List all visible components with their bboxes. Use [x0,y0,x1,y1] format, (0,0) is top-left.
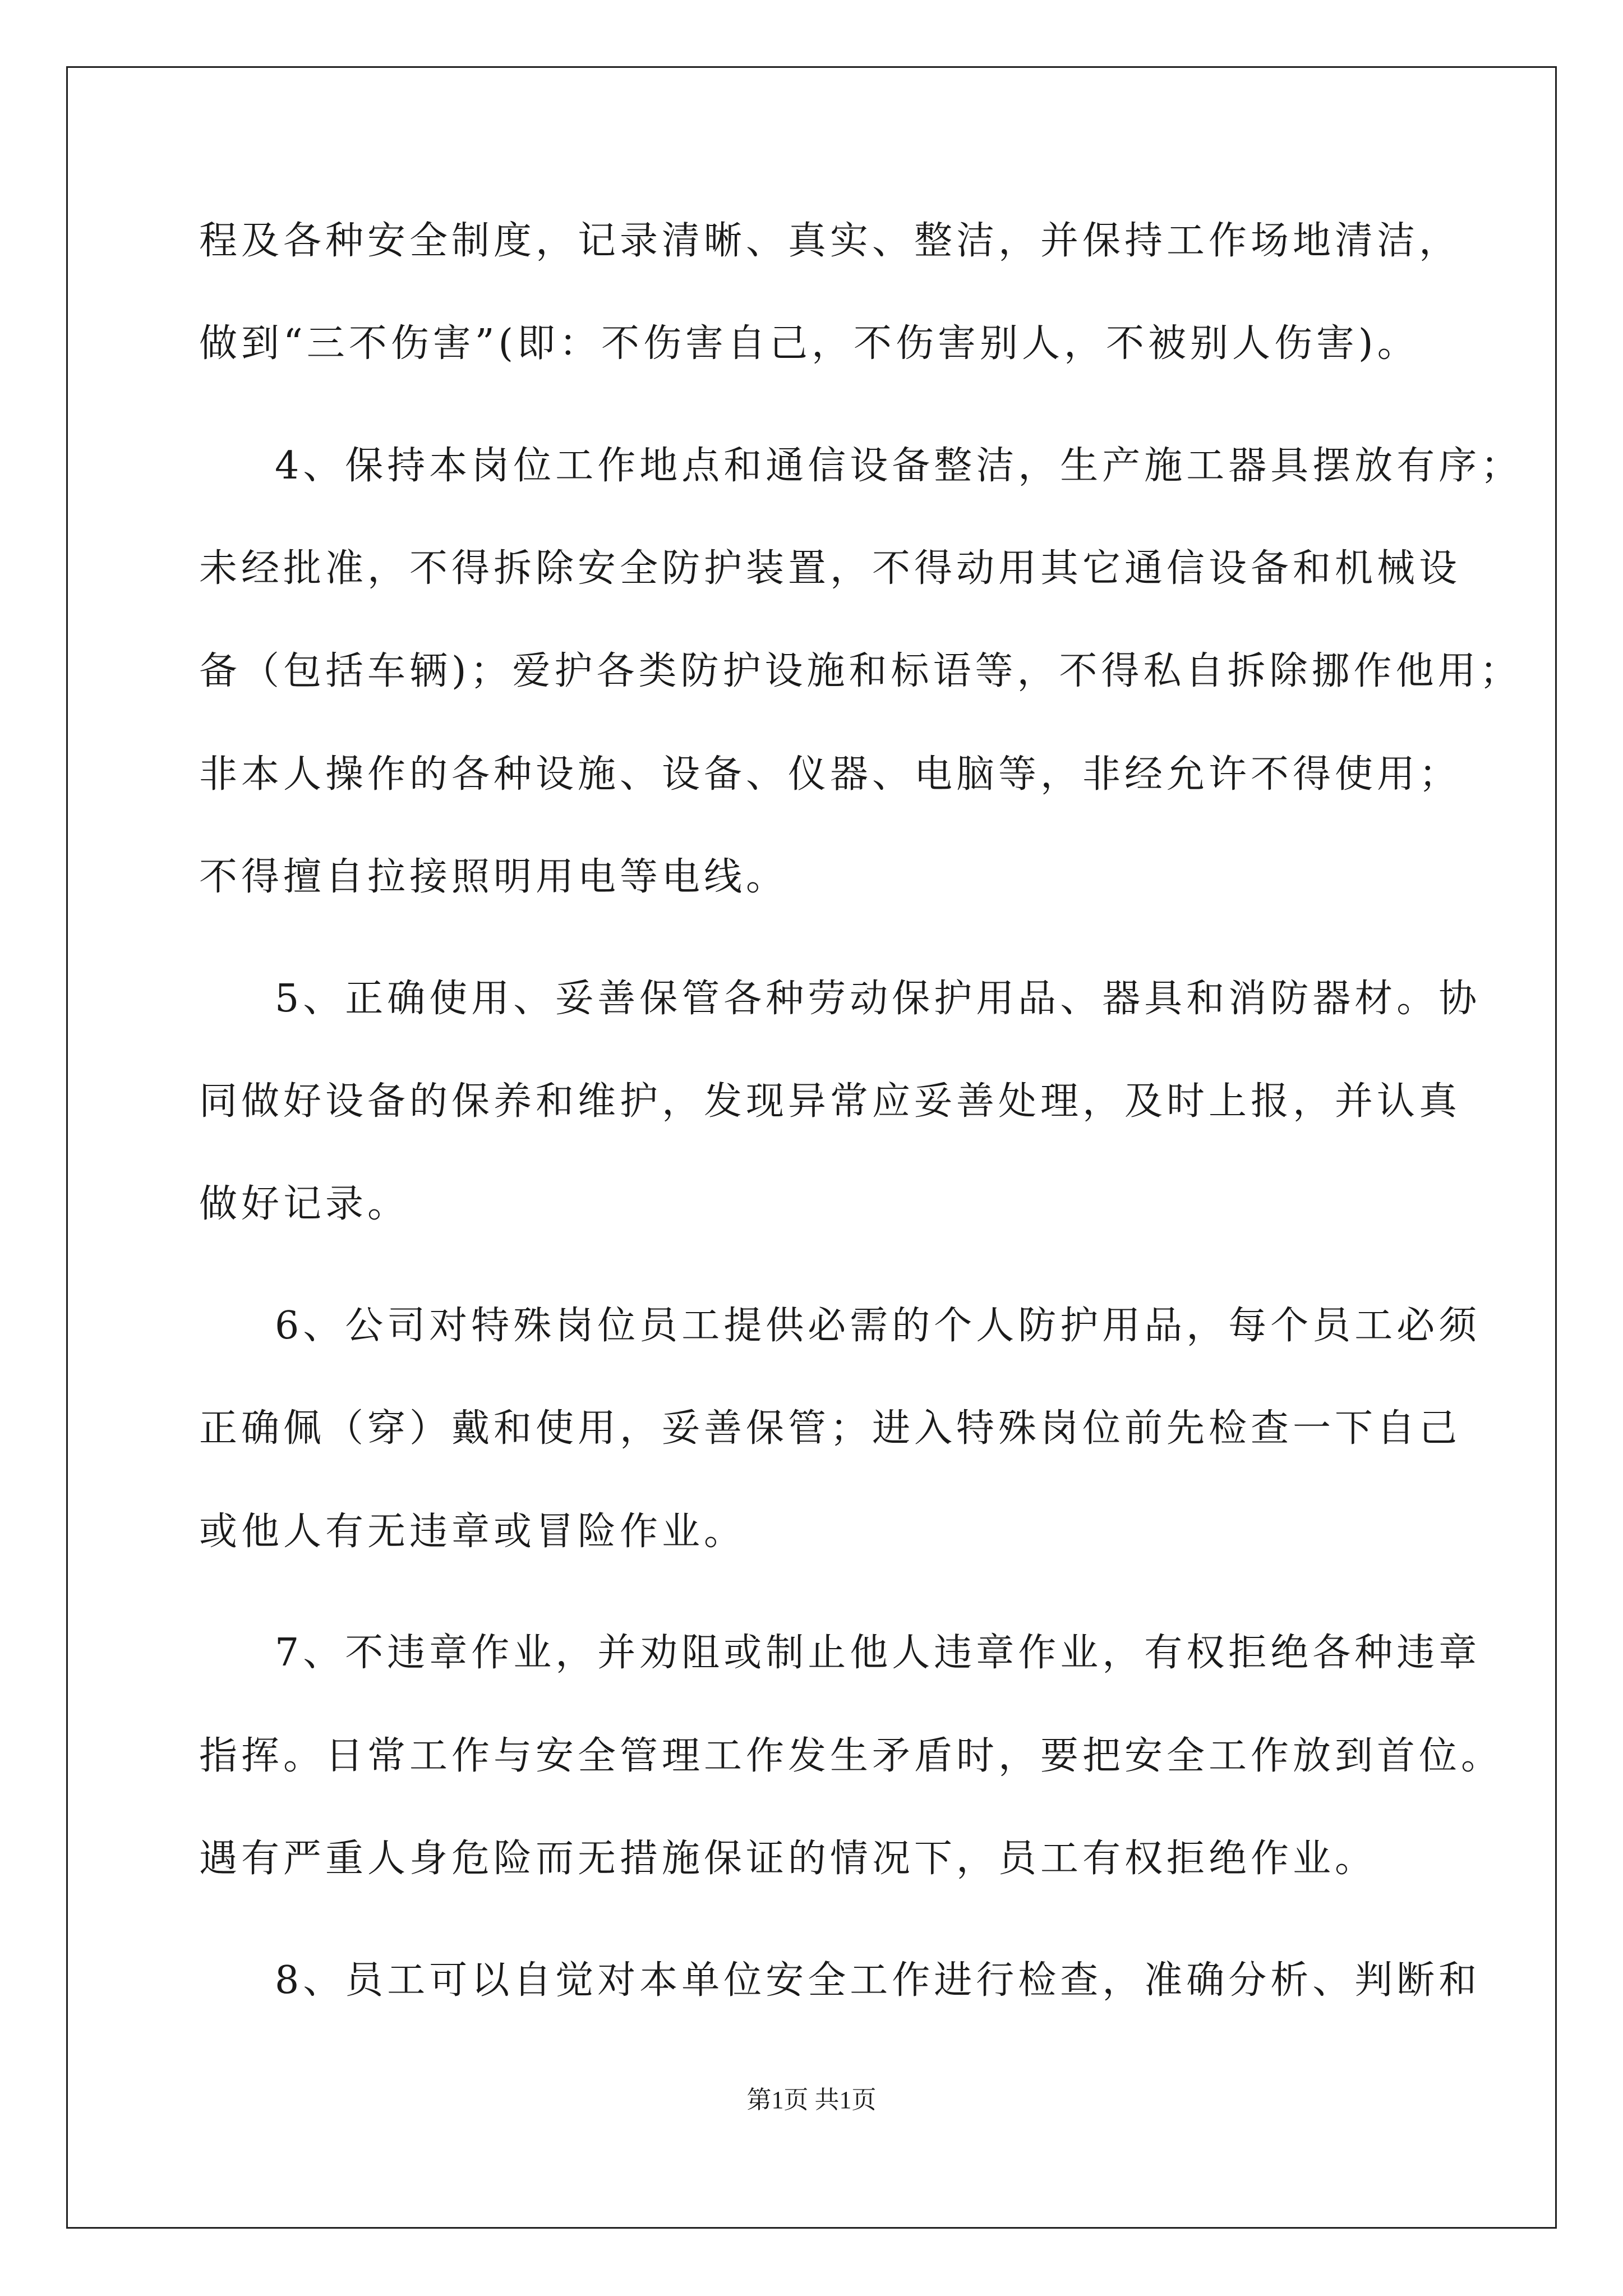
text-line: 8、员工可以自觉对本单位安全工作进行检查，准确分析、判断和 [275,1958,1481,2003]
text-line: 遇有严重人身危险而无措施保证的情况下，员工有权拒绝作业。 [199,1837,1377,1881]
text-line: 程及各种安全制度，记录清晰、真实、整洁，并保持工作场地清洁， [199,219,1461,263]
text-line: 备（包括车辆)；爱护各类防护设施和标语等，不得私自拆除挪作他用； [199,649,1522,693]
text-line: 非本人操作的各种设施、设备、仪器、电脑等，非经允许不得使用； [199,752,1461,797]
text-line: 指挥。日常工作与安全管理工作发生矛盾时，要把安全工作放到首位。 [199,1734,1504,1778]
text-line: 做到“三不伤害”(即：不伤害自己，不伤害别人，不被别人伤害)。 [199,321,1419,366]
page-border [66,66,1557,2229]
text-line: 未经批准，不得拆除安全防护装置，不得动用其它通信设备和机械设 [199,546,1461,591]
page-number-footer: 第1页 共1页 [746,2086,877,2114]
text-line: 5、正确使用、妥善保管各种劳动保护用品、器具和消防器材。协 [275,977,1481,1021]
text-line: 同做好设备的保养和维护，发现异常应妥善处理，及时上报，并认真 [199,1079,1461,1124]
text-line: 7、不违章作业，并劝阻或制止他人违章作业，有权拒绝各种违章 [275,1631,1481,1675]
text-line: 不得擅自拉接照明用电等电线。 [199,855,789,899]
text-line: 或他人有无违章或冒险作业。 [199,1510,746,1554]
text-line: 6、公司对特殊岗位员工提供必需的个人防护用品，每个员工必须 [275,1304,1481,1348]
text-line: 做好记录。 [199,1182,410,1226]
text-line: 4、保持本岗位工作地点和通信设备整洁，生产施工器具摆放有序； [275,444,1523,488]
text-line: 正确佩（穿）戴和使用，妥善保管；进入特殊岗位前先检查一下自己 [199,1406,1461,1451]
